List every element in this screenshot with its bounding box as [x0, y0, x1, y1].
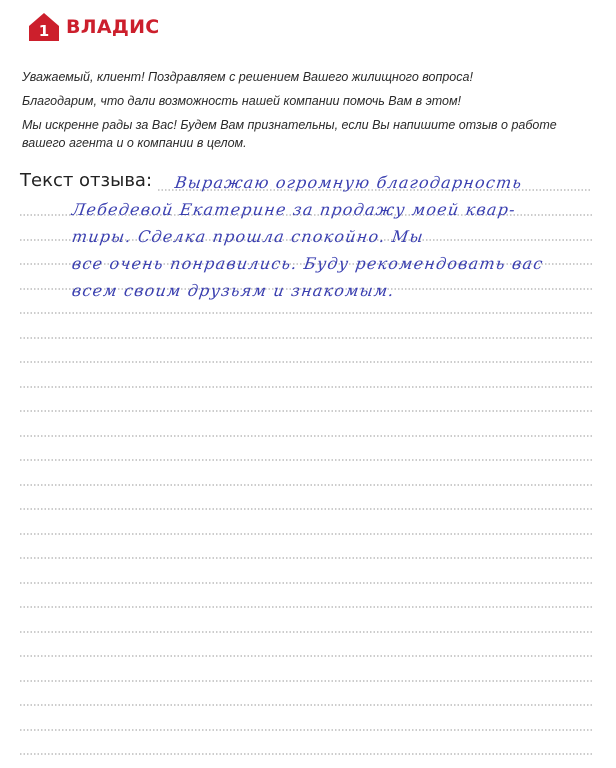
intro-request: Мы искренне рады за Вас! Будем Вам признательны, если Вы напишите отзыв о работе вашего агента и о компании в целом.: [22, 118, 557, 150]
intro-greeting: Уважаемый, клиент! Поздравляем с решением Вашего жилищного вопроса!: [22, 70, 473, 84]
handwriting-line: Лебедевой Екатерине за продажу моей квар-: [70, 200, 518, 219]
review-heading: Текст отзыва:: [20, 170, 153, 191]
intro-thanks: Благодарим, что дали возможность нашей компании помочь Вам в этом!: [22, 94, 462, 108]
brand-name: ВЛАДИС: [66, 16, 160, 38]
handwriting-line: Выражаю огромную благодарность: [173, 173, 524, 192]
brand-mark-digit: 1: [38, 22, 50, 40]
handwriting-line: всем своим друзьям и знакомым.: [70, 281, 397, 300]
handwriting-line: все очень понравились. Буду рекомендовать вас: [70, 254, 545, 273]
handwriting-line: тиры. Сделка прошла спокойно. Мы: [70, 227, 426, 246]
